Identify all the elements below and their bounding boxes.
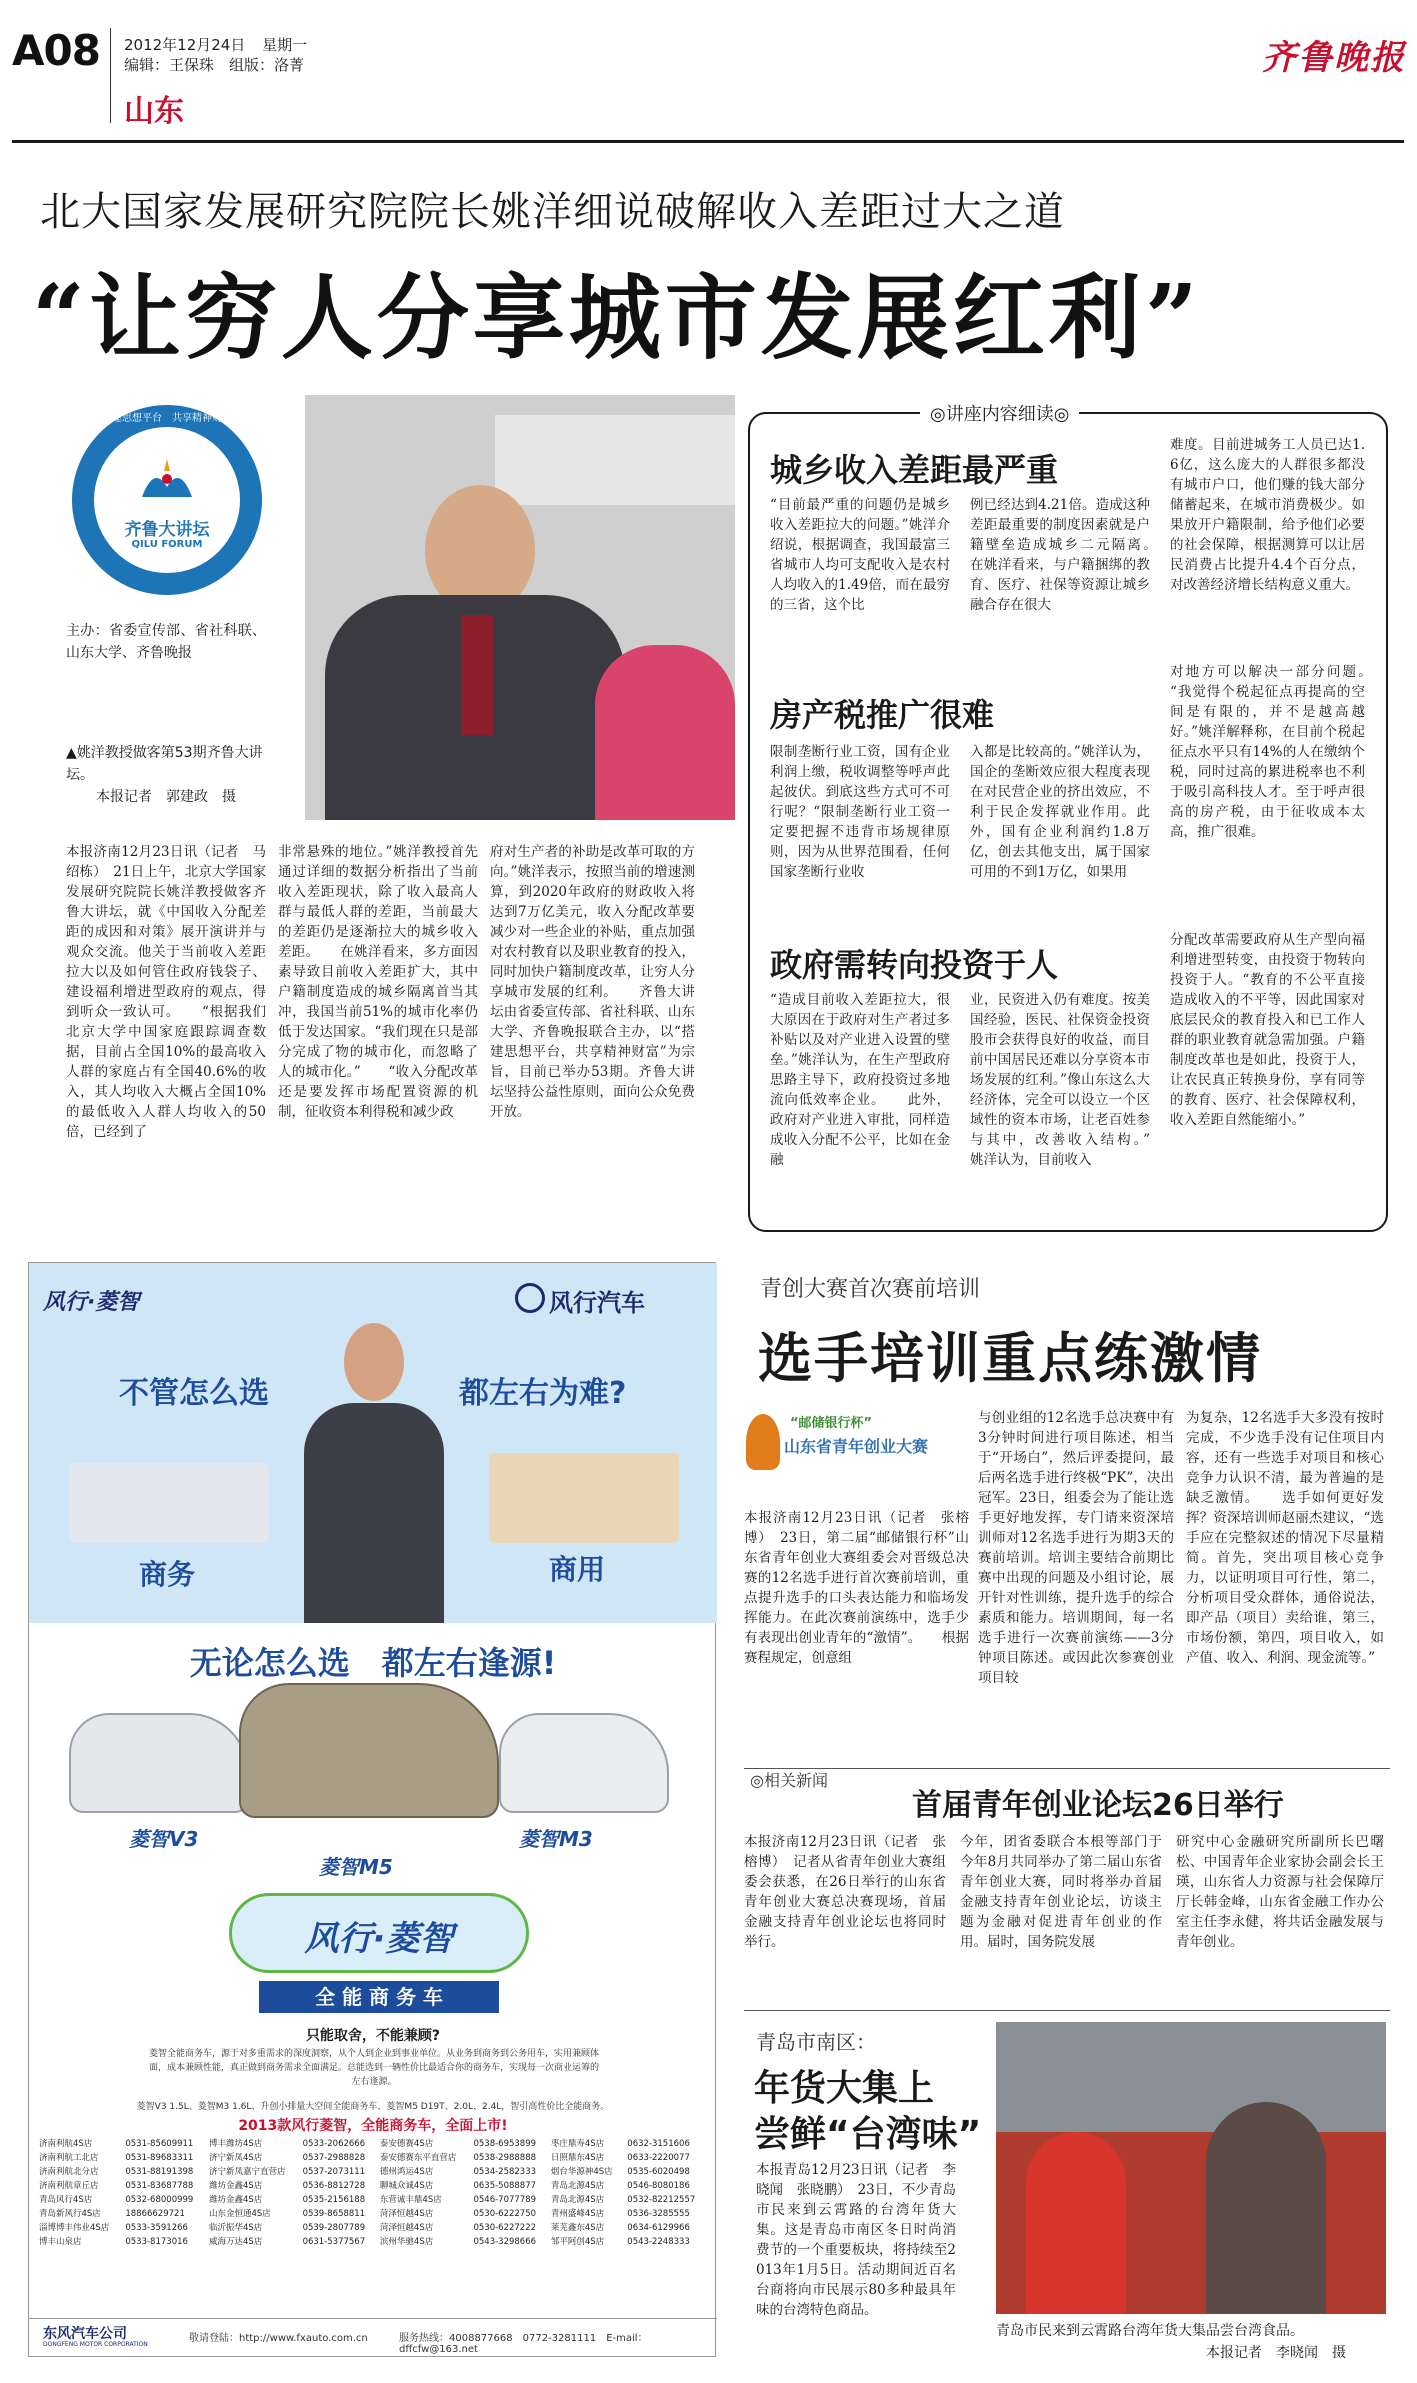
- lead-kicker: 北大国家发展研究院院长姚洋细说破解收入差距过大之道: [40, 189, 1065, 235]
- dealer-phone: 0531-89683311: [125, 2153, 194, 2163]
- dealer-phone: 0546-8080186: [627, 2181, 690, 2191]
- dealer-phone: 0533-8173016: [125, 2237, 188, 2247]
- car-advertisement[interactable]: [28, 1262, 716, 2357]
- ad-footer-phone: 服务热线：4008877668 0772-3281111 E-mail：dffcfw@163.net: [399, 2333, 648, 2355]
- lead-sponsors: 主办：省委宣传部、省社科联、山东大学、齐鲁晚报: [66, 623, 266, 661]
- qingdao-headline-1: 年货大集上: [754, 2068, 935, 2109]
- contest-logo-icon: [746, 1414, 780, 1470]
- dealer-phone: 0632-3151606: [627, 2139, 690, 2149]
- dealer-name: 威海万达4S店: [209, 2237, 263, 2247]
- dealer-name: 青岛新风行4S店: [39, 2209, 101, 2219]
- qingdao-headline-2: 尝鲜“台湾味”: [754, 2114, 982, 2155]
- market-photo: [996, 2022, 1386, 2314]
- dealer-phone: 0538-2988888: [473, 2153, 537, 2163]
- dealer-name: 东营诚丰鼎4S店: [379, 2195, 442, 2205]
- property-tax-col-2: 入都是比较高的。”姚洋认为，国企的垄断效应很大程度表现在对民营企业的挤出效应，不利于民企发挥就业作用。此外，国有企业利润约1.8万亿，创去其他支出，属于国家可用的不到1万亿，如果用: [970, 744, 1150, 880]
- dealer-phone: 0536-8812728: [302, 2181, 366, 2191]
- property-tax-col-1: 限制垄断行业工资，国有企业利润上缴，税收调整等呼声此起彼伏。到底这些方式可不可行呢？“限制垄断行业工资一定要把握不违背市场规律原则，因为从世界范围看，任何国家垄断行业收: [770, 744, 950, 880]
- dealer-phone: 0633-2220077: [627, 2153, 690, 2163]
- lead-body-col-3: 府对生产者的补助是改革可取的方向。”姚洋表示，按照当前的增速测算，到2020年政府的财政收入将达到7万亿美元，收入分配改革要减少对一些企业的补贴，重点加强对农村教育以及职业教育的投入，同时加快户籍制度改革，让穷人分享城市发展的红利。 齐鲁大讲坛由省委宣传部、省社科联、山东大学、齐鲁晚报联合主办，以“搭建思想平台，共享精神财富”为宗旨，目前已举办53期。齐鲁大讲坛坚持公益性原则，面向公众免费开放。: [490, 844, 695, 1120]
- ad-footer-brand-en: DONGFENG MOTOR CORPORATION: [43, 2341, 148, 2348]
- dealer-phone: 0531-83687788: [125, 2181, 194, 2191]
- dealer-phone: 0531-88191398: [125, 2167, 194, 2177]
- car-v3-image: [69, 1713, 249, 1813]
- ad-label-right: 商用: [549, 1553, 606, 1586]
- car-m5-label: 菱智M5: [319, 1855, 393, 1879]
- dealer-name: 青岛北源4S店: [550, 2181, 605, 2191]
- contest-body-col-2: 与创业组的12名选手总决赛中有3分钟时间进行项目陈述，相当于“开场白”，然后评委提问，最后两名选手进行终极“PK”，决出冠军。23日，组委会为了能让选手更好地发挥，专门请来资深培训师对12名选手进行为期3天的赛前培训。培训主要结合前期比赛中出现的问题及小组讨论，展开针对性训练，提升选手的综合素质和能力。培训期间，每一名选手进行一次赛前演练——3分钟项目陈述。或因此次参赛创业项目较: [978, 1410, 1174, 1686]
- dealer-row: [37, 2151, 709, 2165]
- related-label: [750, 1768, 828, 1791]
- masthead-rule: [12, 140, 1404, 143]
- ad-logo-sub: 全 能 商 务 车: [259, 1981, 499, 2013]
- logo-name-en: QILU FORUM: [131, 539, 203, 550]
- editors-credit: 编辑：王保珠 组版：洛菁: [124, 56, 305, 74]
- invest-col-2: 业，民资进入仍有难度。按美国经验，医民、社保资金投资股市会获得良好的收益，而目前中国居民还难以分享资本市场发展的红利。”像山东这么大经济体，完全可以设立一个区域性的资本市场，让老百姓参与其中，改善收入结构。” 姚洋认为，目前收入: [970, 992, 1177, 1168]
- contest-logo-top: “邮储银行杯”: [790, 1416, 873, 1431]
- ad-tagline: 只能取舍，不能兼顾?: [305, 2028, 441, 2044]
- contest-headline: 选手培训重点练激情: [758, 1327, 1262, 1390]
- contest-body-col-3: 为复杂，12名选手大多没有按时完成，不少选手没有记住项目内容，还有一些选手对项目和核心竞争力认识不清，最为普遍的是缺乏激情。 选手如何更好发挥？资深培训师赵丽杰建议，“选手应在完整叙述的情况下尽量精简。首先，突出项目核心竞争力，以证明项目可行性，第二，分析项目受众群体，通俗说法，即产品（项目）卖给谁，第三，市场份额，第四，项目收入，如产值、收入、利润、现金流等。”: [1186, 1410, 1384, 1666]
- ad-brand-right: 风行汽车: [549, 1289, 645, 1317]
- ad-footer-rule: [29, 2318, 717, 2319]
- ad-question-right: 都左右为难?: [459, 1376, 627, 1411]
- market-stall: [996, 2022, 1386, 2132]
- related-headline: 首届青年创业论坛26日举行: [912, 1788, 1284, 1823]
- date-text: 2012年12月24日: [124, 36, 246, 54]
- car-v3-label: 菱智V3: [129, 1827, 199, 1851]
- ad-label-left: 商务: [139, 1558, 196, 1591]
- dealer-phone: 0532-68000999: [125, 2195, 194, 2205]
- issue-date: [124, 34, 307, 55]
- dealer-phone: 0539-2807789: [302, 2223, 366, 2233]
- qingdao-kicker: 青岛市南区：: [756, 2030, 876, 2054]
- dealer-phone: 0530-6222750: [473, 2209, 537, 2219]
- model-suit: [304, 1403, 444, 1623]
- dealer-name: 日照鼎东4S店: [550, 2153, 605, 2163]
- dealer-phone: 0535-6020498: [627, 2167, 690, 2177]
- lecture-box-label: ◎讲座内容细读◎: [920, 400, 1079, 426]
- ad-logo-name: 风行·菱智: [304, 1919, 454, 1959]
- dealer-name: 山东金恒通4S店: [209, 2209, 271, 2219]
- dealer-row: [37, 2193, 709, 2207]
- dealer-name: 德州鸿运4S店: [379, 2167, 434, 2177]
- dealer-name: 泰安德赛4S店: [379, 2139, 434, 2149]
- market-photo-caption: 青岛市民来到云霄路台湾年货大集品尝台湾食品。: [996, 2323, 1304, 2339]
- car-m3-label: 菱智M3: [519, 1827, 593, 1851]
- dealer-name: 青岛北源4S店: [550, 2195, 605, 2205]
- dealer-phone: 0538-6953899: [473, 2139, 537, 2149]
- dealer-name: 枣庄鼎寿4S店: [550, 2139, 605, 2149]
- dealer-phone: 0534-2582333: [473, 2167, 537, 2177]
- related-body-col-2: 今年，团省委联合本根等部门于今年8月共同举办了第二届山东省青年创业大赛，同时将举办首届金融支持青年创业论坛，访谈主题为金融对促进青年创业的作用。届时，国务院发展: [960, 1834, 1162, 1950]
- ad-footer-brand: 东风汽车公司: [43, 2326, 127, 2342]
- section-heading-property-tax: 房产税推广很难: [770, 696, 995, 734]
- dealer-name: 济南利航北分店: [39, 2167, 99, 2177]
- dealer-phone: 0533-3591266: [125, 2223, 188, 2233]
- invest-col-1: “造成目前收入差距拉大，很大原因在于政府对生产者过多补贴以及对产业进入设置的壁垒。”姚洋认为，在生产型政府思路主导下，政府投资过多地流向低效率企业。 此外，政府对产业进入审批，同样造成收入分配不公平，比如在金融: [770, 992, 950, 1168]
- dealer-name: 博丰山泉店: [39, 2237, 82, 2247]
- masthead-divider: [110, 28, 111, 123]
- dealer-name: 济宁新凤嘉宁直营店: [209, 2167, 286, 2177]
- dealer-name: 潍坊金鑫4S店: [209, 2181, 263, 2191]
- contest-logo: [744, 1408, 966, 1476]
- dealer-name: 滨州华驰4S店: [379, 2237, 434, 2247]
- dealer-phone: 0537-2073111: [302, 2167, 366, 2177]
- urban-rural-col-3: 难度。目前进城务工人员已达1.6亿，这么庞大的人群很多都没有城市户口，他们赚的钱大部分储蓄起来，在城市消费极少。如果放开户籍限制，给予他们必要的社会保障，根据测算可以让居民消费占比提升4.4个百分点，对改善经济增长结构意义重大。: [1170, 437, 1365, 593]
- photo-caption-text: ▲姚洋教授做客第53期齐鲁大讲坛。: [66, 745, 263, 783]
- logo-name-cn: 齐鲁大讲坛: [124, 520, 210, 540]
- dealer-name: 淄博博丰伟业4S店: [39, 2223, 110, 2233]
- qingdao-rule: [744, 2010, 1390, 2011]
- ad-right-scene: [489, 1453, 679, 1543]
- dealer-name: 济南利航章丘店: [39, 2181, 99, 2191]
- photo-background-sign: [495, 415, 735, 505]
- related-label-icon: ◎: [750, 1771, 764, 1790]
- contest-kicker: 青创大赛首次赛前培训: [760, 1277, 981, 1302]
- market-photo-credit: 本报记者 李晓闻 摄: [1206, 2345, 1346, 2361]
- car-m3-image: [499, 1713, 669, 1813]
- dealer-name: 济南利航工北店: [39, 2153, 99, 2163]
- flower-bouquet: [595, 645, 735, 820]
- dealer-phone: 0532-82212557: [627, 2195, 696, 2205]
- dealer-row: [37, 2165, 709, 2179]
- weekday-text: 星期一: [262, 36, 308, 54]
- market-shopper-right: [1206, 2102, 1326, 2314]
- dealer-phone: 0535-2156188: [302, 2195, 366, 2205]
- contest-body-col-1: 本报济南12月23日讯（记者 张榕博） 23日，第二届“邮储银行杯”山东省青年创业大赛组委会对晋级总决赛的12名选手进行首次赛前培训，重点提升选手的口头表达能力和临场发挥能力。在此次赛前演练中，选手少有表现出创业青年的“激情”。 根据赛程规定，创意组: [744, 1510, 969, 1666]
- ad-description: 菱智全能商务车，源于对多重需求的深度洞察，从个人到企业到事业单位。从业务到商务到公务用车，实用兼顾体面，成本兼顾性能，真正做到商务需求全面满足。总能选到一辆性价比最适合你的商务车，实现每一次商业运筹的左右逢源。: [149, 2049, 600, 2087]
- related-label-text: 相关新闻: [763, 1771, 828, 1790]
- dealer-name: 聊城众诚4S店: [379, 2181, 434, 2191]
- car-m5-image: [239, 1683, 499, 1818]
- lead-headline: “让穷人分享城市发展红利”: [32, 264, 1202, 372]
- section-heading-urban-rural: 城乡收入差距最严重: [770, 451, 1059, 489]
- logo-ring-text: 搭建思想平台 共享精神财富: [102, 413, 232, 424]
- urban-rural-col-1: “目前最严重的问题仍是城乡收入差距拉大的问题。”姚洋介绍说，根据调查，我国最富三省城市人均可支配收入是农村人均收入的1.49倍，而在最穷的三省，这个比: [770, 497, 950, 613]
- related-body-col-1: 本报济南12月23日讯（记者 张榕博） 记者从省青年创业大赛组委会获悉，在26日举行的山东省青年创业大赛总决赛现场，首届金融支持青年创业论坛也将同时举行。: [744, 1834, 946, 1950]
- ad-promo: 2013款风行菱智，全能商务车，全面上市!: [238, 2118, 508, 2134]
- dealer-table: [37, 2137, 709, 2249]
- invest-col-3: 分配改革需要政府从生产型向福利增进型转变，由投资于物转向投资于人。“教育的不公平直接造成收入的不平等，因此国家对底层民众的教育投入和已工作人群的职业教育就急需加强。户籍制度改革也是如此，投资于人，让农民真正转换身份，享有同等的教育、医疗、社会保障权利，收入差距自然能缩小。”: [1170, 932, 1365, 1128]
- dealer-name: 菏泽恒越4S店: [379, 2223, 434, 2233]
- dealer-phone: 0543-2248333: [627, 2237, 690, 2247]
- dealer-phone: 0539-8658811: [302, 2209, 366, 2219]
- dealer-name: 济宁新凤4S店: [209, 2153, 263, 2163]
- dealer-phone: 0634-6129966: [627, 2223, 690, 2233]
- dealer-name: 青州盛峰4S店: [550, 2209, 605, 2219]
- market-shopper-left: [1026, 2132, 1126, 2314]
- photo-credit: 本报记者 郭建政 摄: [96, 789, 236, 805]
- dealer-phone: 18866629721: [125, 2209, 185, 2219]
- speaker-tie: [461, 615, 493, 735]
- lead-body-col-2: 非常悬殊的地位。”姚洋教授首先通过详细的数据分析指出了当前收入差距现状，除了收入最高人群与最低人群的差距，当前最大的差距仍是逐渐拉大的城乡收入差距。 在姚洋看来，多方面因素导致目前收入差距扩大，其中户籍制度造成的城乡隔离首当其冲，我国当前51%的城市化率仍低于发达国家。“我们现在只是部分完成了物的城市化，而忽略了人的城市化。” “收入分配改革还是要发挥市场配置资源的机制，征收资本利得税和减少政: [278, 844, 478, 1120]
- dongfeng-logo-icon: [515, 1283, 545, 1313]
- ad-models-line: 菱智V3 1.5L、菱智M3 1.6L、升创小排量大空间全能商务车、菱智M5 D19T、2.0L、2.4L，智引高性价比全能商务。: [136, 2102, 610, 2112]
- logo-emblem-icon: [134, 457, 200, 509]
- property-tax-col-3: 对地方可以解决一部分问题。 “我觉得个税起征点再提高的空间是有限的，并不是越高越好。”姚洋解释称，在目前个税起征点水平只有14%的人在缴纳个税，同时过高的累进税率也不利于吸引高科技人才。至于呼声很高的房产税，由于征收成本太高，推广很难。: [1170, 664, 1392, 840]
- dealer-row: [37, 2137, 709, 2151]
- dealer-phone: 0543-3298666: [473, 2237, 537, 2247]
- dealer-name: 济南利航4S店: [39, 2139, 93, 2149]
- ad-model-man: [304, 1323, 444, 1623]
- ad-question-left: 不管怎么选: [119, 1376, 269, 1411]
- dealer-name: 临沂振华4S店: [209, 2223, 263, 2233]
- dealer-phone: 0537-2988828: [302, 2153, 366, 2163]
- dealer-row: [37, 2179, 709, 2193]
- dealer-name: 菏泽恒越4S店: [379, 2209, 434, 2219]
- related-rule: [744, 1768, 1390, 1769]
- model-head: [344, 1323, 404, 1401]
- photo-caption: [66, 742, 286, 808]
- ad-brand-left: 风行·菱智: [43, 1290, 140, 1315]
- dealer-row: [37, 2221, 709, 2235]
- dealer-phone: 0546-7077789: [473, 2195, 537, 2205]
- dealer-phone: 0536-3285555: [627, 2209, 690, 2219]
- dealer-name: 博丰潍坊4S店: [209, 2139, 263, 2149]
- lead-body-col-1: 本报济南12月23日讯（记者 马绍栋） 21日上午，北京大学国家发展研究院院长姚洋教授做客齐鲁大讲坛，就《中国收入分配差距的成因和对策》展开演讲并与观众交流。他关于当前收入差距拉大以及如何管住政府钱袋子、建设福利增进型政府的观点，得到听众一致认可。 “根据我们北京大学中国家庭跟踪调查数据，目前占全国10%的最高收入人群的家庭占有全国40.6%的收入，其人均收入大概占全国10%的最低收入人群人均收入的50倍，已经到了: [66, 844, 266, 1140]
- contest-logo-main: 山东省青年创业大赛: [784, 1437, 929, 1456]
- dealer-name: 莱芜鑫东4S店: [550, 2223, 605, 2233]
- dealer-name: 泰安德赛东平直营店: [379, 2153, 457, 2163]
- page-number: A08: [12, 26, 100, 75]
- qingdao-body: 本报青岛12月23日讯（记者 李晓闻 张晓鹏） 23日，不少青岛市民来到云霄路的台湾年货大集。这是青岛市南区冬日时尚消费节的一个重要板块，将持续至2013年1月5日。活动期间近百名台商将向市民展示80多种最具年味的台湾特色商品。: [756, 2162, 956, 2318]
- dealer-phone: 0635-5088877: [473, 2181, 537, 2191]
- related-body-col-3: 研究中心金融研究所副所长巴曙松、中国青年企业家协会副会长王瑛，山东省人力资源与社会保障厅厅长韩金峰，山东省金融工作办公室主任李永健，将共话金融发展与青年创业。: [1176, 1834, 1384, 1950]
- dealer-phone: 0530-6227222: [473, 2223, 537, 2233]
- dealer-phone: 0531-85609911: [125, 2139, 194, 2149]
- dealer-name: 烟台华源神4S店: [550, 2167, 613, 2177]
- dealer-row: [37, 2207, 709, 2221]
- dealer-phone: 0533-2062666: [302, 2139, 366, 2149]
- lecture-photo: [305, 395, 735, 820]
- ad-left-scene: [69, 1463, 269, 1543]
- dealer-name: 青岛风行4S店: [39, 2195, 93, 2205]
- qilu-forum-logo: [72, 405, 262, 595]
- dealer-name: 潍坊金鑫4S店: [209, 2195, 263, 2205]
- dealer-name: 邹平阿创4S店: [550, 2237, 605, 2247]
- urban-rural-col-2: 例已经达到4.21倍。造成这种差距最重要的制度因素就是户籍壁垒造成城乡二元隔离。 在姚洋看来，与户籍捆绑的教育、医疗、社保等资源让城乡融合存在很大: [970, 497, 1177, 613]
- dealer-phone: 0631-5377567: [302, 2237, 366, 2247]
- section-name: 山东: [124, 94, 184, 129]
- paper-name-logo: 齐鲁晚报: [1262, 38, 1406, 78]
- dealer-row: [37, 2235, 709, 2249]
- ad-footer-website[interactable]: 敬请登陆：http://www.fxauto.com.cn: [189, 2333, 368, 2344]
- ad-slogan: 无论怎么选 都左右逢源!: [189, 1644, 557, 1682]
- section-heading-invest-in-people: 政府需转向投资于人: [770, 946, 1059, 984]
